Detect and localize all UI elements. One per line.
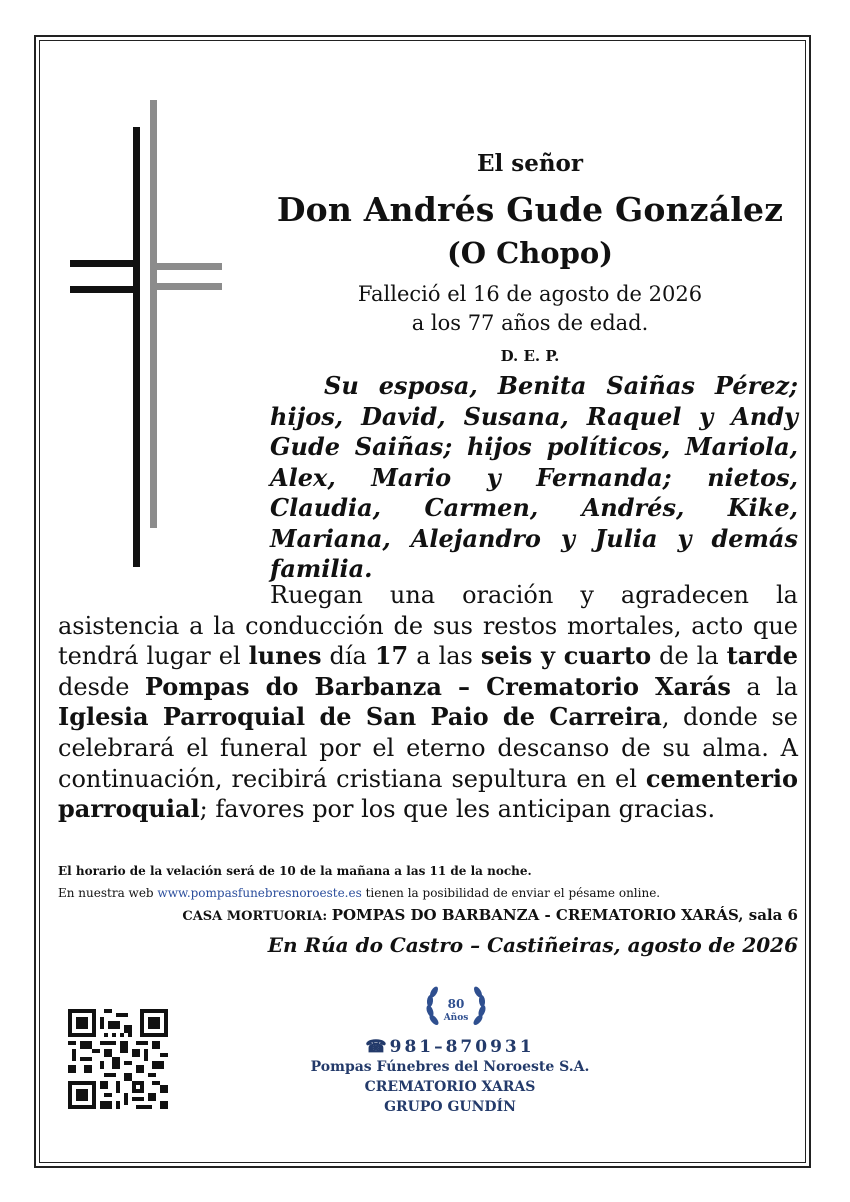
funeral-home-value: POMPAS DO BARBANZA - CREMATORIO XARÁS, sala 6	[331, 906, 798, 924]
church-name: Iglesia Parroquial de San Paio de Carreira	[58, 702, 662, 732]
cross-icon	[70, 100, 230, 570]
title-prefix: El señor	[476, 150, 584, 177]
day-number: 17	[374, 641, 409, 671]
ceremony-time: seis y cuarto	[480, 641, 652, 671]
rip-label: D. E. P.	[500, 347, 560, 365]
funeral-home	[58, 906, 798, 924]
phone-number: ☎981–870931	[365, 1037, 535, 1057]
age: a los 77 años de edad.	[411, 311, 649, 335]
cemetery-name: cementerio parroquial	[58, 763, 798, 824]
day-name: lunes	[248, 641, 322, 671]
funeral-home-label: CASA MORTUORIA:	[182, 909, 332, 924]
death-date: Falleció el 16 de agosto de 2026	[357, 282, 703, 306]
group-name: GRUPO GUNDÍN	[384, 1099, 516, 1115]
wake-hours: El horario de la velación será de 10 de la mañana a las 11 de la noche.	[58, 864, 532, 878]
place-date: En Rúa do Castro – Castiñeiras, agosto de 2026	[267, 933, 798, 957]
logo-years-number: 80	[447, 997, 465, 1011]
ceremony-text: Ruegan una oración y agradecen la asistencia a la conducción de sus restos mortales, acto que tendrá lugar el lunes día 17 a las seis y cuarto de la tarde desde Pompas do Barbanza – Crematorio Xarás a la Iglesia Parroquial de San Paio de Carreira, donde se celebrará el funeral por el eterno descanso de su alma. A continuación, recibirá cristiana sepultura en el cementerio parroquial; favores por los que les anticipan gracias.	[58, 581, 799, 824]
company-name: Pompas Fúnebres del Noroeste S.A.	[310, 1059, 590, 1075]
crematorium-name: CREMATORIO XARAS	[364, 1079, 536, 1095]
ceremony-period: tarde	[726, 641, 799, 671]
qr-code-icon	[68, 1009, 168, 1109]
website-link[interactable]: www.pompasfunebresnoroeste.es	[157, 886, 362, 900]
laurel-logo-icon	[420, 980, 492, 1038]
telephone-icon: ☎	[365, 1037, 390, 1057]
web-note: En nuestra web www.pompasfunebresnoroeste.es tienen la posibilidad de enviar el pésame online.	[58, 886, 661, 900]
deceased-name: Don Andrés Gude González	[276, 190, 784, 229]
origin-place: Pompas do Barbanza – Crematorio Xarás	[144, 671, 731, 701]
logo-years-label: Años	[443, 1013, 469, 1023]
family-list: Su esposa, Benita Saiñas Pérez; hijos, David, Susana, Raquel y Andy Gude Saiñas; hijos políticos, Mariola, Alex, Mario y Fernanda; nietos, Claudia, Carmen, Andrés, Kike, Mariana, Alejandro y Julia y demás familia.	[270, 371, 798, 583]
deceased-alias: (O Chopo)	[447, 236, 613, 270]
